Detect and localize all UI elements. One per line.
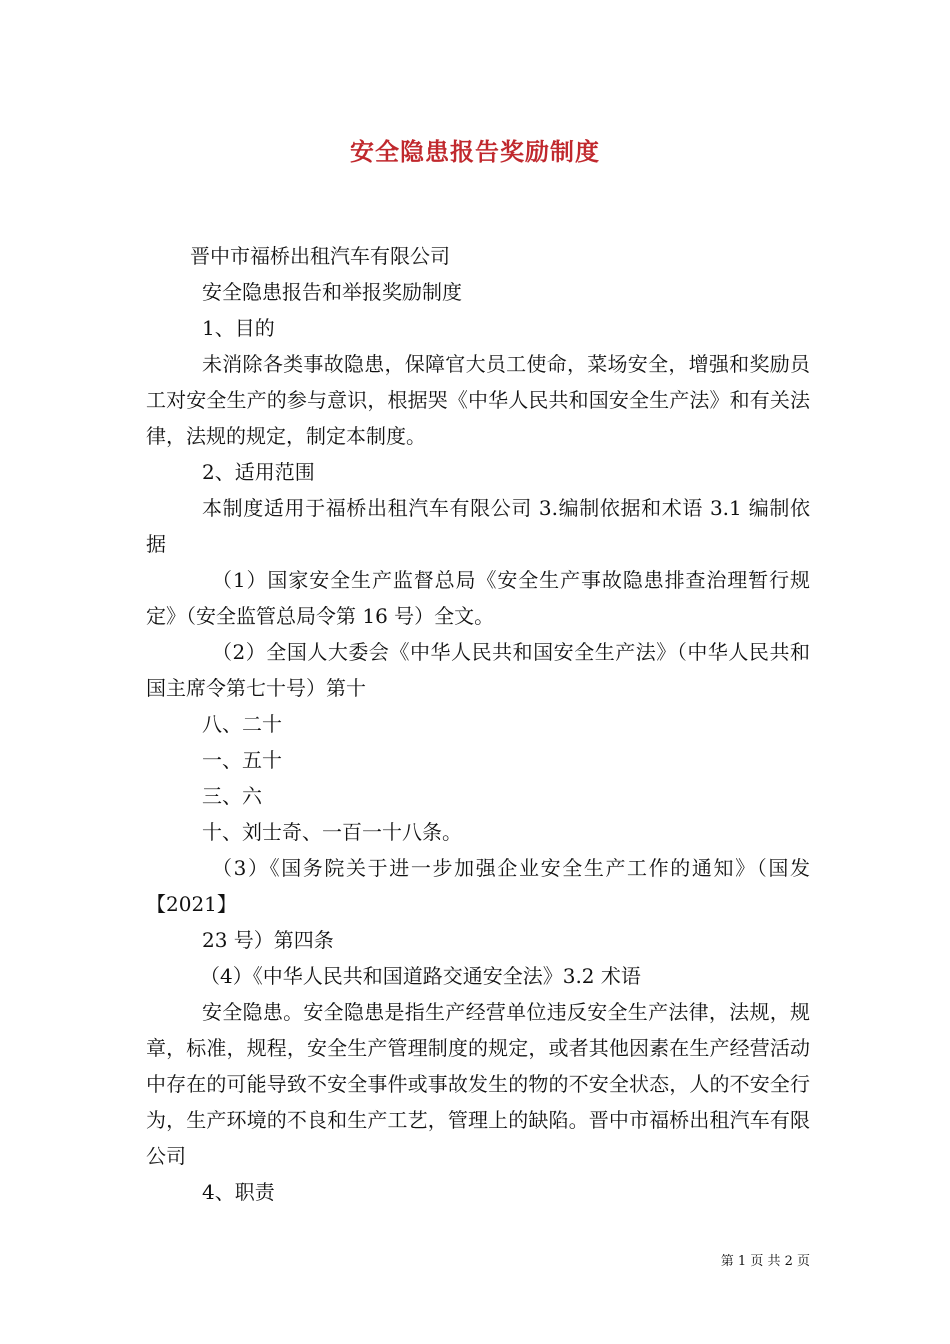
document-body — [146, 238, 810, 1210]
paragraph-definition: 安全隐患。安全隐患是指生产经营单位违反安全生产法律，法规，规章，标准，规程，安全生产管理制度的规定，或者其他因素在生产经营活动中存在的可能导致不安全事件或事故发生的物的不安全状态，人的不安全行为，生产环境的不良和生产工艺，管理上的缺陷。晋中市福桥出租汽车有限公司 — [146, 1000, 810, 1168]
paragraph-line-3-6: 三、六 — [202, 784, 262, 808]
paragraph-basis-1: （1）国家安全生产监督总局《安全生产事故隐患排查治理暂行规定》（安全监管总局令第 16 号）全文。 — [146, 568, 810, 628]
paragraph-basis-3: （3）《国务院关于进一步加强企业安全生产工作的通知》（国发【2021】 — [146, 856, 810, 916]
section-heading-scope: 2、适用范围 — [202, 460, 315, 484]
paragraph-basis-2: （2）全国人大委会《中华人民共和国安全生产法》（中华人民共和国主席令第七十号）第十 — [146, 640, 810, 700]
page-number: 第 1 页 共 2 页 — [720, 1254, 810, 1269]
paragraph-line-8-20: 八、二十 — [202, 712, 282, 736]
page-title: 安全隐患报告奖励制度 — [350, 137, 600, 166]
paragraph-subtitle: 安全隐患报告和举报奖励制度 — [202, 280, 462, 304]
paragraph-scope: 本制度适用于福桥出租汽车有限公司 3.编制依据和术语 3.1 编制依据 — [146, 496, 810, 556]
section-heading-duties: 4、职责 — [202, 1180, 275, 1204]
paragraph-line-10-118: 十、刘士奇、一百一十八条。 — [202, 820, 462, 844]
paragraph-purpose: 未消除各类事故隐患，保障官大员工使命，菜场安全，增强和奖励员工对安全生产的参与意识，根据哭《中华人民共和国安全生产法》和有关法律，法规的规定，制定本制度。 — [146, 352, 810, 448]
paragraph-company: 晋中市福桥出租汽车有限公司 — [190, 244, 450, 268]
paragraph-basis-4: （4）《中华人民共和国道路交通安全法》3.2 术语 — [200, 964, 641, 988]
paragraph-basis-3-cont: 23 号）第四条 — [202, 928, 334, 952]
section-heading-purpose: 1、目的 — [202, 316, 275, 340]
paragraph-line-1-50: 一、五十 — [202, 748, 282, 772]
